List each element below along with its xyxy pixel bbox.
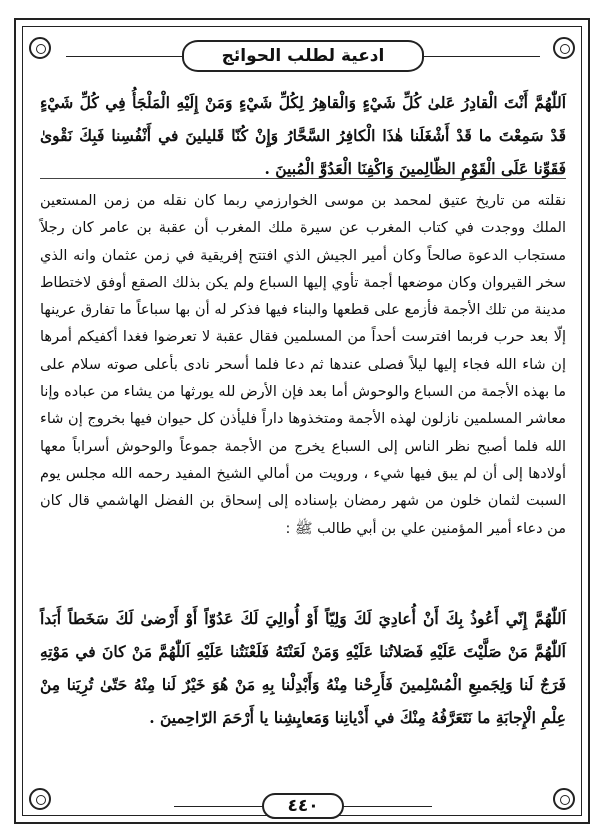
running-header xyxy=(182,40,424,72)
corner-ornament-icon xyxy=(29,37,51,59)
page-number-badge xyxy=(262,793,344,819)
corner-ornament-icon xyxy=(553,788,575,810)
page-title: ادعية لطلب الحوائج xyxy=(221,46,385,66)
narrative-paragraph: نقلته من تاريخ عتيق لمحمد بن موسى الخوارزمي ربما كان نقله من زمن المستعين الملك ووجدت في كتاب المغرب عن سيرة ملك المغرب أن عقبة بن عامر كان رجلاً مستجاب الدعوة صالحاً وكان أمير الجيش الذي افتتح إفريقية في زمن عثمان وانه الذي سخر القيروان وكان موضعها أجمة تأوي إليها السباع ولم يكن بذلك الصقع أوفق لاختطاط مدينة من تلك الأجمة فأزمع على قطعها والبناء فيها فذكر له أن بها سباعاً ما تفارق عرينها إلّا بعد حرب فربما افترست أحداً من المسلمين فقال عقبة لا تعرضوا فغدا أكفيكم أمرها إن شاء الله فجاء إليها ليلاً فصلى عندها ثم دعا فلما أسحر نادى بأعلى صوته سلام على ما بهذه الأجمة من السباع والوحوش أما بعد فإن الأرض لله يورثها من يشاء من عباده وإنا معاشر المسلمين نازلون لهذه الأجمة ومتخذوها داراً فليأذن كل حيوان فيها بخروج إن شاء الله فلما أصبح نظر الناس إلى السباع يخرج من الأجمة جموعاً والوحوش أسراباً معها أولادها إلى أن لم يبق فيها شيء ، ورويت من أمالي الشيخ المفيد رحمه الله مجلس يوم السبت لثمان خلون من شهر رمضان بإسناده إلى إسحاق بن الفضل الهاشمي قال كان من دعاء أمير المؤمنين علي بن أبي طالب ﷺ : xyxy=(40,193,566,537)
corner-ornament-icon xyxy=(553,37,575,59)
section-divider xyxy=(40,178,566,179)
corner-ornament-icon xyxy=(29,788,51,810)
prayer-text-bottom: اَللّٰهُمَّ إِنّي أَعُوذُ بِكَ أَنْ أُعادِيَ لَكَ وَلِيّاً أَوْ أُوالِيَ لَكَ عَدُوّاً أَوْ أَرْضىٰ لَكَ سَخَطاً أَبَداً اَللّٰهُمَّ مَنْ صَلَّيْتَ عَلَيْهِ فَصَلاتُنا عَلَيْهِ وَمَنْ لَعَنْتَهُ فَلَعْنَتُنا عَلَيْهِ اَللّٰهُمَّ مَنْ كانَ في مَوْتِهِ فَرَجٌ لَنا وَلِجَميعِ الْمُسْلِمينَ فَأَرِحْنا مِنْهُ وَأَبْدِلْنا بِهِ مَنْ هُوَ خَيْرٌ لَنا مِنْهُ حَتّىٰ تُرِيَنا مِنْ عِلْمِ الْإِجابَةِ ما نَتَعَرَّفُهُ مِنْكَ في أَدْيانِنا وَمَعايِشِنا يا أَرْحَمَ الرّاحِمينَ . xyxy=(40,609,566,727)
page-number: ٤٤٠ xyxy=(287,796,319,816)
prayer-text-top: اَللّٰهُمَّ أَنْتَ الْقادِرُ عَلىٰ كُلِّ شَيْءٍ وَالْقاهِرُ لِكُلِّ شَيْءٍ وَمَنْ إِلَيْهِ الْمَلْجَأُ فِي كُلِّ شَيْءٍ قَدْ سَمِعْتَ ما قَدْ أَشْغَلَنا هٰذَا الْكافِرُ السَّحَّارُ وَإِنْ كُنّا قَليلينَ في أَنْفُسِنا فَبِكَ نَقْوىٰ فَقَوِّنا عَلَى الْقَوْمِ الظّالِمينَ وَاكْفِنَا الْعَدُوَّ الْمُبينَ . xyxy=(40,93,566,178)
